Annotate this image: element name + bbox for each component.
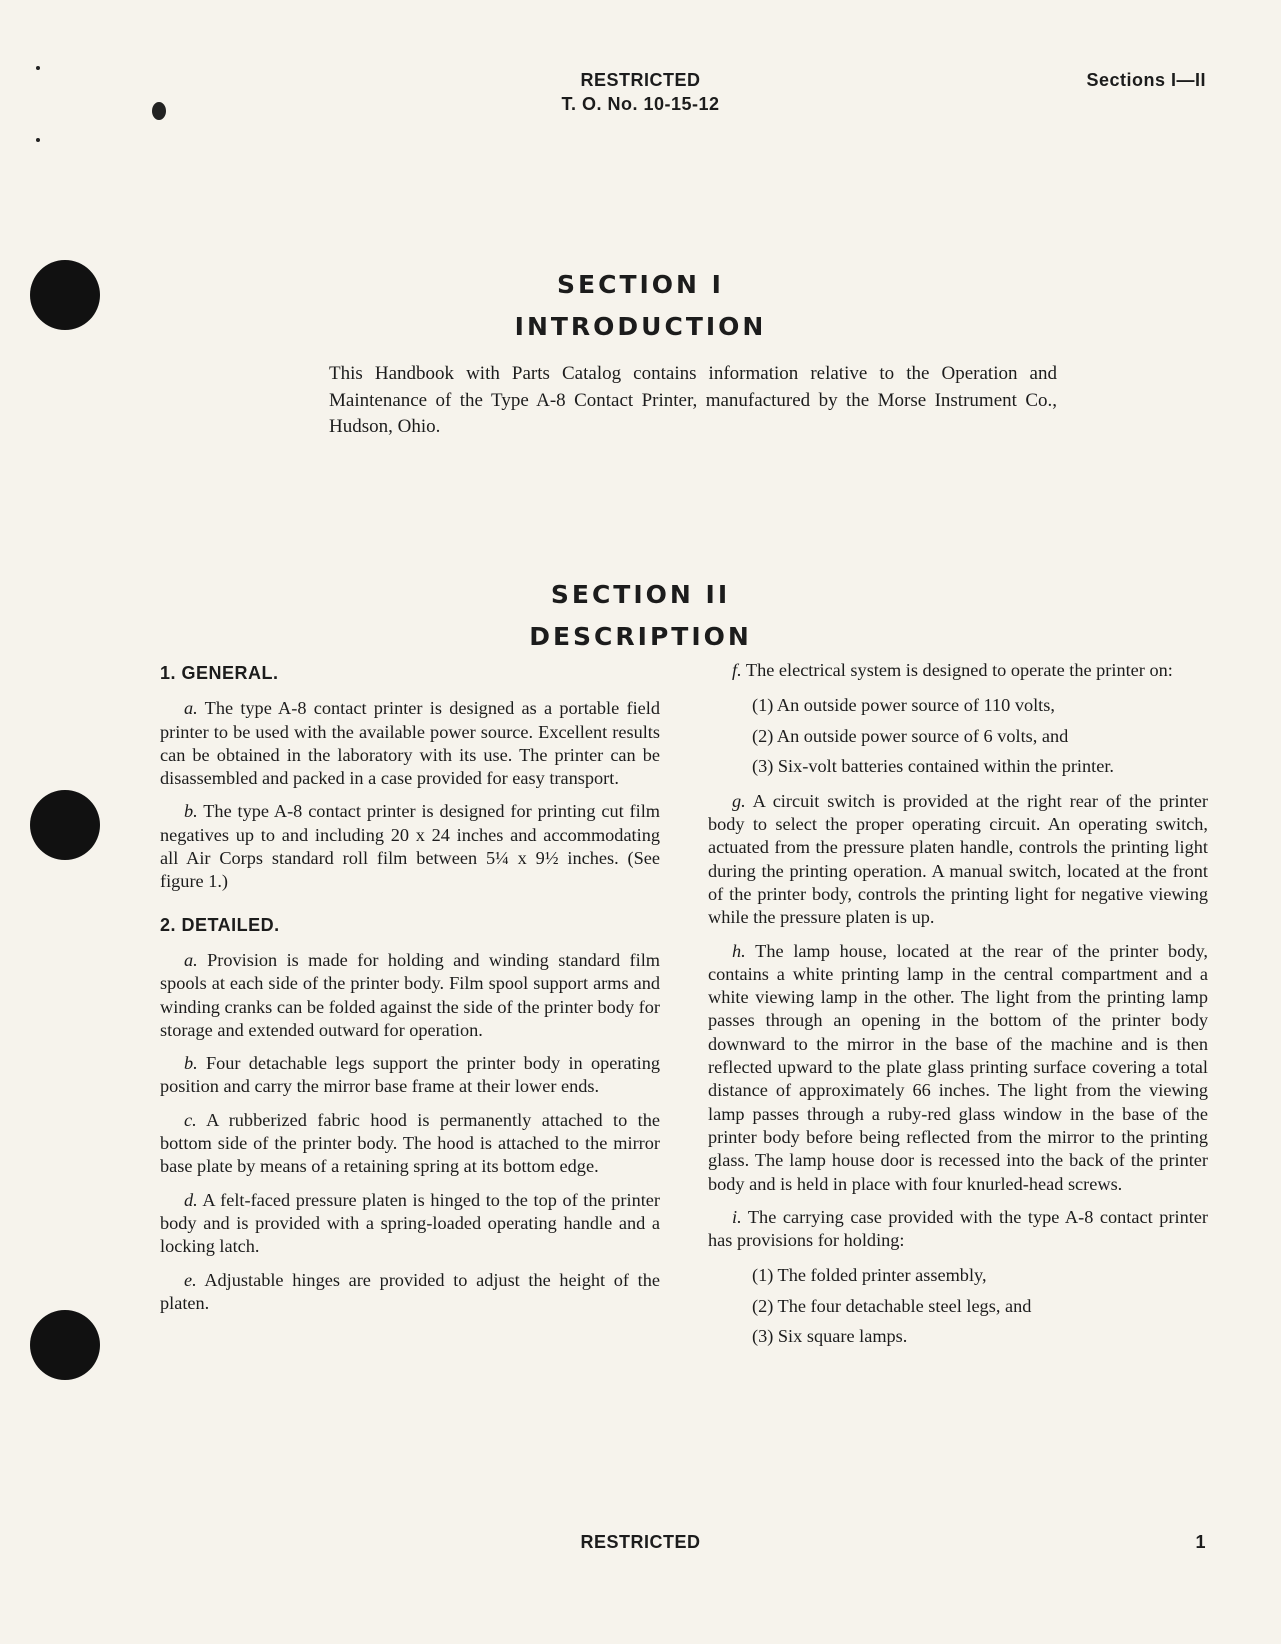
list-item-i-3: (3) Six square lamps. (752, 1326, 908, 1347)
list-item-i-2: (2) The four detachable steel legs, and (752, 1295, 1032, 1316)
paragraph-detailed-i: i. The carrying case provided with the type A-8 contact printer has provisions for holding: (708, 1206, 1208, 1251)
header-to-number: T. O. No. 10-15-12 (561, 94, 720, 114)
paragraph-detailed-e: e. Adjustable hinges are provided to adjust the height of the platen. (160, 1269, 660, 1313)
section-1-number: SECTION I (557, 270, 724, 299)
paragraph-detailed-d: d. A felt-faced pressure platen is hinged to the top of the printer body and is provided with a spring-loaded operating handle and a locking latch. (160, 1189, 660, 1257)
section-2-number: SECTION II (550, 580, 731, 609)
binder-hole-bottom (30, 1310, 100, 1380)
section-2-title: DESCRIPTION (529, 622, 752, 651)
general-heading: 1. GENERAL. (160, 663, 279, 683)
paragraph-detailed-f: f. The electrical system is designed to operate the printer on: (732, 660, 1173, 680)
left-column (160, 662, 660, 1325)
right-column (708, 659, 1208, 1354)
list-item-i-1: (1) The folded printer assembly, (752, 1265, 987, 1286)
header-classification: RESTRICTED (580, 70, 701, 90)
paragraph-detailed-h: h. The lamp house, located at the rear of the printer body, contains a white printing lamp in the central compartment and a white viewing lamp in the other. The light from the printing lamp passes through an opening in the bottom of the printer body downward to the mirror in the base of the machine and is then reflected upward to the plate glass printing surface covering a total distance of approximately 66 inches. The light from the viewing lamp passes through a ruby-red glass window in the base of the printer body before being reflected from the mirror to the printing glass. The lamp house door is recessed into the back of the printer body and is held in place with four knurled-head screws. (708, 940, 1208, 1194)
paragraph-detailed-c: c. A rubberized fabric hood is permanently attached to the bottom side of the printer body. The hood is attached to the mirror base plate by means of a retaining spring at its bottom edge. (160, 1109, 660, 1177)
paragraph-detailed-a: a. Provision is made for holding and winding standard film spools at each side of the printer body. Film spool support arms and winding cranks can be folded against the side of the printer body for storage and extended outward for operation. (160, 949, 660, 1040)
speck (36, 138, 40, 142)
paragraph-general-b: b. The type A-8 contact printer is designed for printing cut film negatives up to and including 20 x 24 inches and accommodating all Air Corps standard roll film between 5¼ x 9½ inches. (See figure 1.) (160, 801, 660, 892)
list-item-f-1: (1) An outside power source of 110 volts, (752, 695, 1055, 716)
paragraph-detailed-g: g. A circuit switch is provided at the right rear of the printer body to select the proper operating circuit. An operating switch, actuated from the pressure platen handle, controls the printing light during the printing operation. A manual switch, located at the front of the printer body, controls the printing light for negative viewing while the pressure platen is up. (708, 790, 1208, 928)
detailed-heading: 2. DETAILED. (160, 914, 280, 935)
paragraph-detailed-b: b. Four detachable legs support the printer body in operating position and carry the mirror base frame at their lower ends. (160, 1053, 660, 1097)
paragraph-general-a: a. The type A-8 contact printer is designed as a portable field printer to be used with the available power source. Excellent results can be obtained in the laboratory with its use. The printer can be disassembled and packed in a case provided for easy transport. (160, 698, 660, 789)
list-item-f-3: (3) Six-volt batteries contained within the printer. (752, 756, 1114, 777)
footer-classification: RESTRICTED (580, 1532, 701, 1552)
header-sections: Sections I—II (1086, 70, 1206, 90)
binder-hole-middle (30, 790, 100, 860)
list-item-f-2: (2) An outside power source of 6 volts, and (752, 725, 1069, 746)
section-1-text: This Handbook with Parts Catalog contains information relative to the Operation and Maintenance of the Type A-8 Contact Printer, manufactured by the Morse Instrument Co., Hudson, Ohio. (329, 363, 1057, 437)
section-1-title: INTRODUCTION (514, 312, 767, 341)
page-number: 1 (1195, 1532, 1206, 1552)
